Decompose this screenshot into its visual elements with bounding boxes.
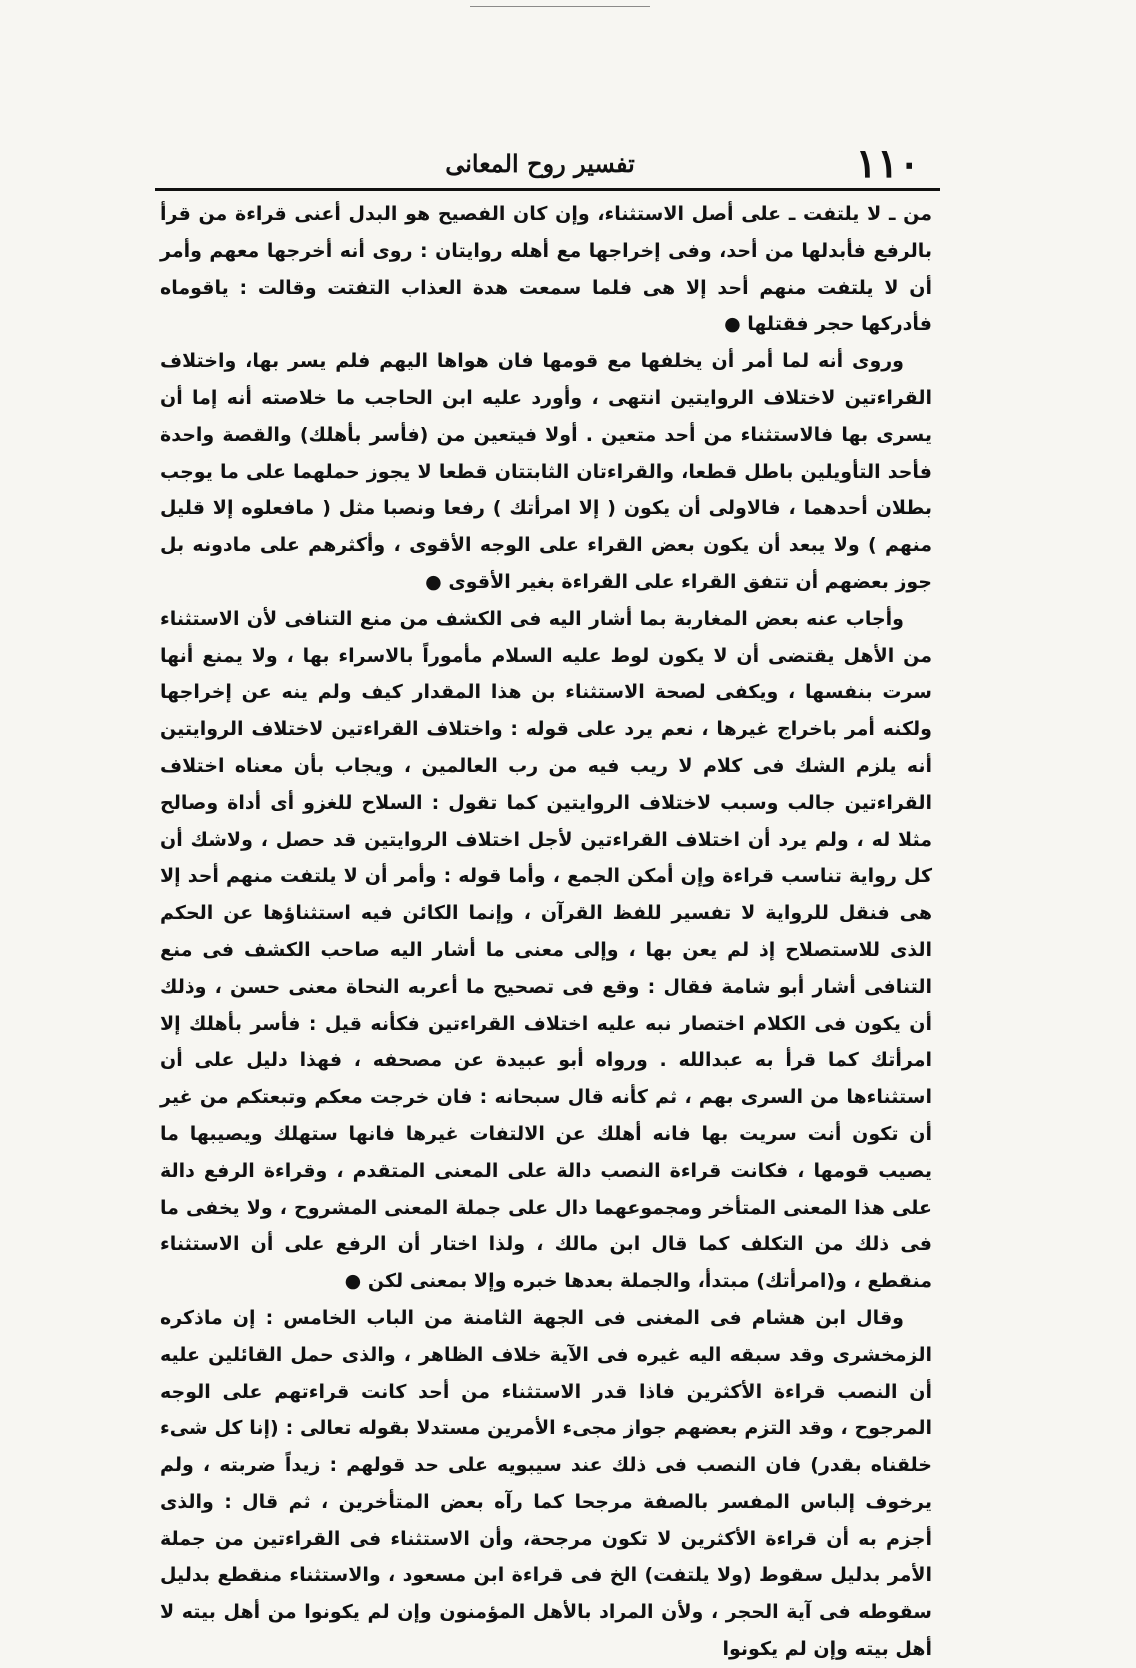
body-text	[160, 196, 932, 1668]
paragraph-2: وروى أنه لما أمر أن يخلفها مع قومها فان هواها اليهم فلم يسر بها، واختلاف القراءتين لاختلاف الروايتين انتهى ، وأورد عليه ابن الحاجب ما خلاصته أنه إما أن يسرى بها فالاستثناء من أحد متعين . أولا فيتعين من (فأسر بأهلك) والقصة واحدة فأحد التأويلين باطل قطعا، والقراءتان الثابتتان قطعا لا يجوز حملهما على ما يوجب بطلان أحدهما ، فالاولى أن يكون ( إلا امرأتك ) رفعا ونصبا مثل ( مافعلوه إلا قليل منهم ) ولا يبعد أن يكون بعض القراء على الوجه الأقوى ، وأكثرهم على مادونه بل جوز بعضهم أن تتفق القراء على القراءة بغير الأقوى ●	[160, 350, 932, 593]
paragraph-4: وقال ابن هشام فى المغنى فى الجهة الثامنة من الباب الخامس : إن ماذكره الزمخشرى وقد سبقه اليه غيره فى الآية خلاف الظاهر ، والذى حمل القائلين عليه أن النصب قراءة الأكثرين فاذا قدر الاستثناء من أحد كانت قراءتهم على الوجه المرجوح ، وقد التزم بعضهم جواز مجىء الأمرين مستدلا بقوله تعالى : (إنا كل شىء خلقناه بقدر) فان النصب فى ذلك عند سيبويه على حد قولهم : زيداً ضربته ، ولم يرخوف إلباس المفسر بالصفة مرجحا كما رآه بعض المتأخرين ، ثم قال : والذى أجزم به أن قراءة الأكثرين لا تكون مرجحة، وأن الاستثناء فى القراءتين من جملة الأمر بدليل سقوط (ولا يلتفت) الخ فى قراءة ابن مسعود ، والاستثناء منقطع بدليل سقوطه فى آية الحجر ، ولأن المراد بالأهل المؤمنون وإن لم يكونوا من أهل بيته لا أهل بيته وإن لم يكونوا	[160, 1306, 932, 1661]
paragraph-1: من ـ لا يلتفت ـ على أصل الاستثناء، وإن كان الفصيح هو البدل أعنى قراءة من قرأ بالرفع فأبدلها من أحد، وفى إخراجها مع أهله روايتان : روى أنه أخرجها معهم وأمر أن لا يلتفت منهم أحد إلا هى فلما سمعت هدة العذاب التفتت وقالت : ياقوماه فأدركها حجر فقتلها ●	[160, 203, 932, 336]
paragraph-3: وأجاب عنه بعض المغاربة بما أشار اليه فى الكشف من منع التنافى لأن الاستثناء من الأهل يقتضى أن لا يكون لوط عليه السلام مأموراً بالاسراء بها ، ولا يمنع أنها سرت بنفسها ، ويكفى لصحة الاستثناء بن هذا المقدار كيف ولم ينه عن إخراجها ولكنه أمر باخراج غيرها ، نعم يرد على قوله : واختلاف القراءتين لاختلاف الروايتين أنه يلزم الشك فى كلام لا ريب فيه من رب العالمين ، ويجاب بأن معناه اختلاف القراءتين جالب وسبب لاختلاف الروايتين كما تقول : السلاح للغزو أى أداة وصالح مثلا له ، ولم يرد أن اختلاف القراءتين لأجل اختلاف الروايتين قد حصل ، ولاشك أن كل رواية تناسب قراءة وإن أمكن الجمع ، وأما قوله : وأمر أن لا يلتفت منهم أحد إلا هى فنقل للرواية لا تفسير للفظ القرآن ، وإنما الكائن فيه استثناؤها عن الحكم الذى للاستصلاح إذ لم يعن بها ، وإلى معنى ما أشار اليه صاحب الكشف فى منع التنافى أشار أبو شامة فقال : وقع فى تصحيح ما أعربه النحاة معنى حسن ، وذلك أن يكون فى الكلام اختصار نبه عليه اختلاف القراءتين فكأنه قيل : فأسر بأهلك إلا امرأتك كما قرأ به عبدالله . ورواه أبو عبيدة عن مصحفه ، فهذا دليل على أن استثناءها من السرى بهم ، ثم كأنه قال سبحانه : فان خرجت معكم وتبعتكم من غير أن تكون أنت سريت بها فانه أهلك عن الالتفات غيرها فانها ستهلك ويصيبها ما يصيب قومها ، فكانت قراءة النصب دالة على المعنى المتقدم ، وقراءة الرفع دالة على هذا المعنى المتأخر ومجموعهما دال على جملة المعنى المشروح ، ولا يخفى ما فى ذلك من التكلف كما قال ابن مالك ، ولذا اختار أن الرفع على أن الاستثناء منقطع ، و(امرأتك) مبتدأ، والجملة بعدها خبره وإلا بمعنى لكن ●	[160, 607, 932, 1293]
header-rule	[155, 188, 940, 191]
running-title: تفسير روح المعانى	[445, 149, 635, 178]
page-header	[160, 140, 920, 192]
top-edge-rule	[470, 6, 650, 7]
page-number: ١١٠	[855, 140, 920, 187]
